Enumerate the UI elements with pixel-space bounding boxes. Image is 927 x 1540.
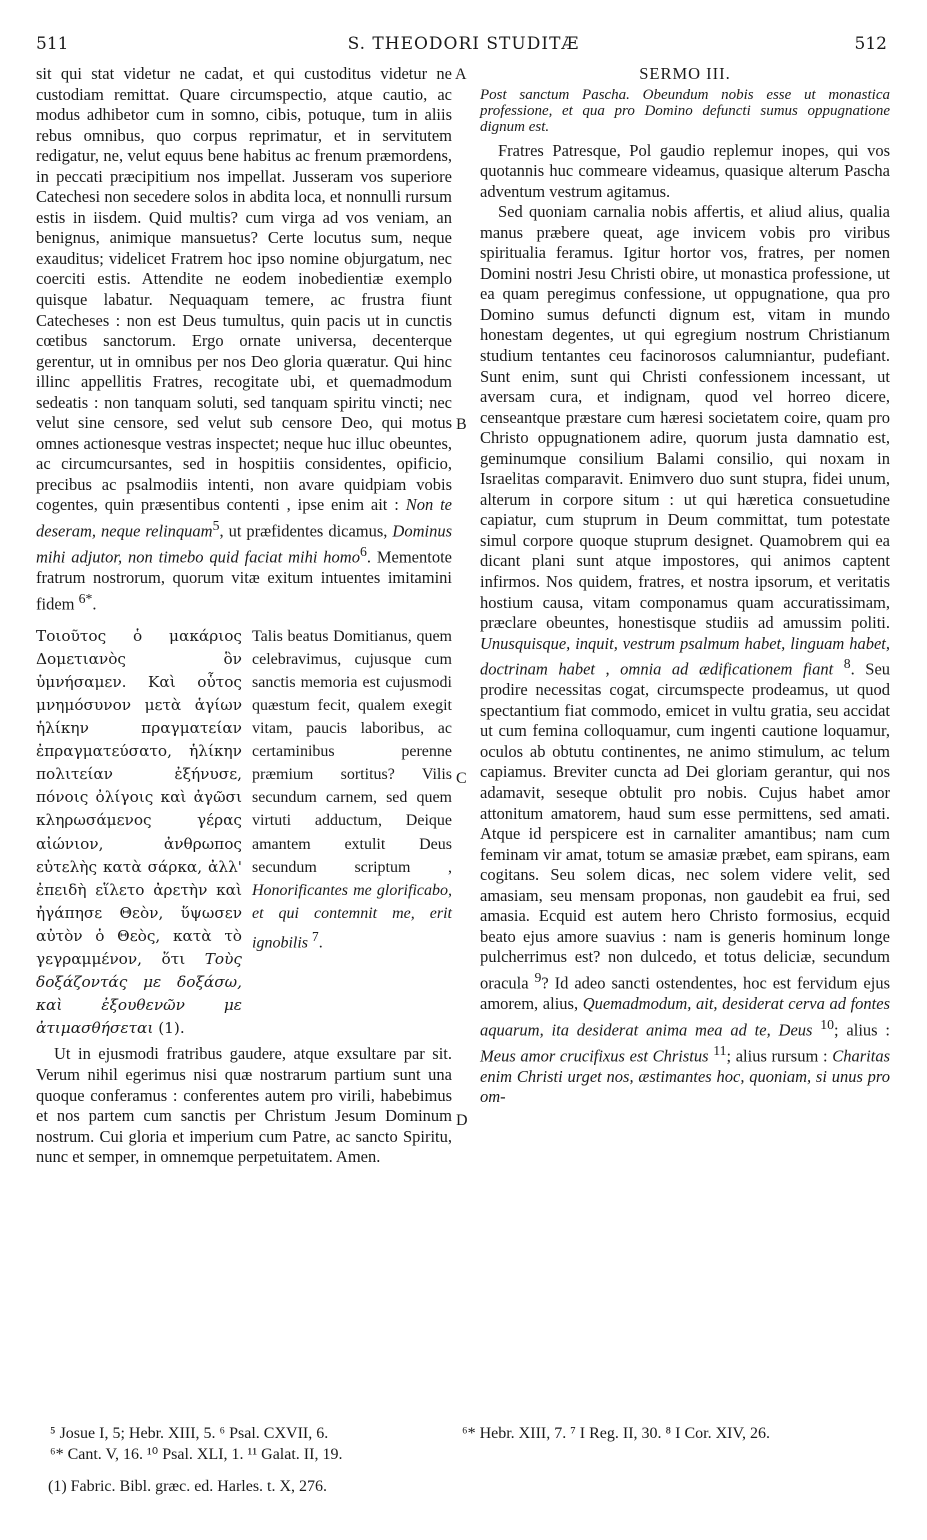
right-quote-1: Unusquisque, inquit, vestrum psalmum habet, linguam habet, doctrinam habet , omnia ad ædificationem fiant (480, 633, 890, 679)
footnote-ref: 8 (843, 656, 851, 672)
footnote-ref: 5 (212, 518, 220, 534)
latin-parallel-quote: Honorificantes me glorificabo, et qui contemnit me, erit ignobilis (252, 881, 452, 952)
greek-quote: Τοὺς δοξάζοντάς με δοξάσω, καὶ ἐξουθενῶν με ἀτιμασθήσεται (36, 950, 242, 1038)
page-number-right: 512 (854, 34, 887, 54)
left-paragraph-1d: . (92, 594, 97, 614)
left-quote-2: Dominus mihi adjutor, non timebo quid faciat mihi homo (36, 521, 452, 567)
margin-marker-b: B (456, 416, 467, 433)
right-paragraph-2 (480, 202, 890, 1108)
left-paragraph-1b: , ut præfidentes dicamus, (219, 521, 388, 541)
sermo-summary: Post sanctum Pascha. Obeundum nobis esse ut monastica professione, et qua pro Domino defuncti sumus oppugnatione dignum est. (480, 86, 890, 135)
editor-footnote: (1) Fabric. Bibl. græc. ed. Harles. t. X, 276. (48, 1478, 328, 1495)
right-paragraph-2c: ? Id adeo sancti ostendentes, hoc est fervidum ejus amorem, alius, (480, 973, 890, 1013)
greek-text (36, 625, 242, 1041)
right-paragraph-2e: ; alius rursum : (726, 1046, 828, 1066)
greek-body: Τοιοῦτος ὁ μακάριος Δομετιανὸς ὃν ὑμνήσαμεν. Καὶ οὗτος μνημόσυνον μετὰ ἁγίων ἡλίκην πραγματείαν ἐπραγματεύσατο, ἡλίκην πολιτείαν ἐξήνυσε, πόνοις ὀλίγοις καὶ ἀγῶσι κληρωσάμενος γέρας αἰώνιον, ἀνθρωπος εὐτελὴς κατὰ σάρκα, ἀλλ' ἐπειδὴ εἵλετο ἀρετὴν καὶ ἠγάπησε Θεὸν, ὕψωσεν αὐτὸν ὁ Θεὸς, κατὰ τὸ γεγραμμένον, ὅτι (36, 626, 242, 969)
left-paragraph-1c: . Mementote fratrum nostrorum, quorum vitæ exitum intuentes imitamini fidem (36, 547, 452, 614)
footnote-left-2: ⁶* Cant. V, 16. ¹⁰ Psal. XLI, 1. ¹¹ Galat. II, 19. (50, 1446, 343, 1463)
right-paragraph-2d: ; alius : (834, 1020, 890, 1040)
page-number-left: 511 (36, 34, 69, 54)
footnote-ref: 7 (312, 928, 319, 944)
left-paragraph-2: Ut in ejusmodi fratribus gaudere, atque exsultare par sit. Verum nihil egerimus nisi quæ nostrarum partium sunt una quoque conferamus : conferentes autem pro virili, habebimus et nos partem cum sanctis per Christum Jesum Dominum nostrum. Cui gloria et imperium cum Patre, ac sancto Spiritu, nunc et semper, in omnemque perpetuitatem. Amen. (36, 1044, 452, 1167)
right-paragraph-2-text: Sed quoniam carnalia nobis affertis, et aliud alius, qualia manus præbere queat, age invicem vobis pro viribus spiritualia feramus. Igitur hortor vos, fratres, per nomen Domini nostri Jesu Christi obire, ut monastica professione, ut ea quam peregimus confessione, ut oppugnatione, qua pro Domino sumus defuncti dignum est, vitam in mundo honestam degentes, ut qui egregium nostrum Christianum studium tentantes ceu facinorosos calumniantur, pudefiant. Sunt enim, sunt qui Christi confessionem incessant, ut aversam cura, et indignam, quod vel horreo dicere, censeantque præstare cum hæresi societatem coire, quam pro Christo oppugnationem adire, quorum justa damnatio est, geminumque consilium Balami consilio, qui noxam in Israelitas comparavit. Enimvero duo sunt stupra, fidei unum, alterum in corpore situm : ut qui hæretica consuetudine capiatur, cum stuprum in Deum committat, tum potestate simul corpore quoque stuprum designet. Quamobrem qui ea dicant plani sunt atque impostores, qui animos captent infirmos. Nos quidem, fratres, et nostra ipsorum, et veritatis hostium causa, vitam componamus quam accuratissimam, præclare obeuntes, honestisque studiis ad amussim politi. (480, 202, 890, 633)
sermo-title: SERMO III. (639, 64, 731, 83)
footnote-ref: 6* (78, 590, 93, 606)
footnote-ref: 6 (359, 544, 367, 560)
running-title: S. THEODORI STUDITÆ (347, 34, 580, 54)
margin-marker-c: C (456, 770, 467, 787)
left-paragraph-1-text: sit qui stat videtur ne cadat, et qui custoditus videtur ne custodiam remittat. Quare circumspectio, atque cautio, ac modus adhibetor cum in somno, cibis, potuque, tum in aliis rebus omnibus, quo corpus reprimatur, et in servitutem redigatur, ne, velut equus bene habitus ac frenum præmordens, in peccati præcipitium nos impellat. Jusseram vos superiore Catechesi non secedere solos in abdita loca, et nonnulli rursum estis in iisdem. Quid multis? cum virga ad vos veniam, an benignus, animique mansuetus? Certe locutus sum, neque exauditus; videlicet Fratrem hoc ipso nomine objurgatum, nec coerciti estis. Attendite ne eodem inobedientiæ exemplo quisque labatur. Nequaquam temere, ac frustra fiunt Catecheses : non est Deus tumultus, quin pacis ut in cunctis cœtibus sanctorum. Ergo ornate universa, decenterque gerentur, ut in omnibus per nos Deo gloria quæratur. Qui hinc illinc appellitis Fratres, recogitate ubi, et quemadmodum sedeatis : non tanquam soluti, sed tanquam spiritu vincti; nec velut sine censore, sed velut sub censore Deo, qui motus omnes actionesque vestras inspectet; neque huc illuc obeuntes, ac circumcursantes, sed in hospitiis considentes, opificio, precibus ac psalmodiis intenti, non avare quidpiam vobis cogentes, quin præsentibus contenti , ipse enim ait : (36, 64, 452, 515)
greek-note: (1). (158, 1019, 185, 1038)
footnote-ref: 11 (713, 1042, 727, 1058)
right-quote-3: Meus amor crucifixus est Christus (480, 1046, 709, 1066)
right-paragraph-1: Fratres Patresque, Pol gaudio replemur inopes, qui vos quotannis huc commeare videamus, quasique alterum Pascha adventum vestrum agitamus. (480, 140, 890, 201)
right-quote-2: Quemadmodum, ait, desiderat cerva ad fontes aquarum, ita desiderat anima mea ad te, Deus (480, 993, 891, 1040)
latin-parallel-body: Talis beatus Domitianus, quem celebravimus, cujusque cum sanctis memoria est cujusmodi quæstum fecit, qualem exegit vitam, paucis laboribus, ac certaminibus perenne præmium sortitus? Vilis secundum carnem, sed quem virtuti adductum, Deique amantem extulit Deus secundum scriptum , (252, 627, 452, 876)
right-quote-4: Charitas enim Christi urget nos, æstimantes hoc, quoniam, si unus pro om- (480, 1046, 891, 1107)
right-paragraph-2b: . Seu prodire necessitas cogat, circumspecte prodeamus, ut quod spectantium fiat commodo, emicet in vultu gratia, seu accidat ut cum femina colloquamur, cum ingenti cautione loquamur, oculos ab obtutu continentes, ne animo stimulum, ac telum capiamus. Breviter cuncta ad Dei gloriam gerantur, qui nos adamavit, seseque obtulit pro nobis. Cujus habet amor attonitum amatorem, haud sum esse permittens, sed amati. Atque id perspicere est in carnaliter amantibus; nam cum feminam vir amat, totum se amasiæ præbet, eam spirans, eam cogitans. Seu solem dicas, nec solem videre velit, sed amasiam, seu mensam proponas, non gaudebit ea frui, sed amasia. Ecquid est autem hero Christo formosius, ecquid beato ejus amore suavius : nam is generis hominum longe pulcherrimus est? non dulcedo, et totus deliciæ, secundum oracula (480, 659, 891, 993)
left-column (36, 64, 452, 1168)
right-column (480, 64, 890, 1108)
footnote-ref: 9 (534, 969, 542, 985)
left-quote-1: Non te deseram, neque relinquam (36, 495, 452, 541)
latin-parallel-end: . (318, 934, 323, 952)
margin-marker-d: D (456, 1112, 468, 1129)
latin-parallel-text (252, 625, 452, 1041)
footnote-left-1: ⁵ Josue I, 5; Hebr. XIII, 5. ⁶ Psal. CXVII, 6. (50, 1425, 329, 1442)
parallel-text (36, 625, 452, 1041)
footnote-right-1: ⁶* Hebr. XIII, 7. ⁷ I Reg. II, 30. ⁸ I Cor. XIV, 26. (462, 1425, 770, 1442)
left-paragraph-1 (36, 64, 452, 615)
footnote-ref: 10 (820, 1016, 835, 1032)
margin-marker-a: A (455, 66, 467, 83)
